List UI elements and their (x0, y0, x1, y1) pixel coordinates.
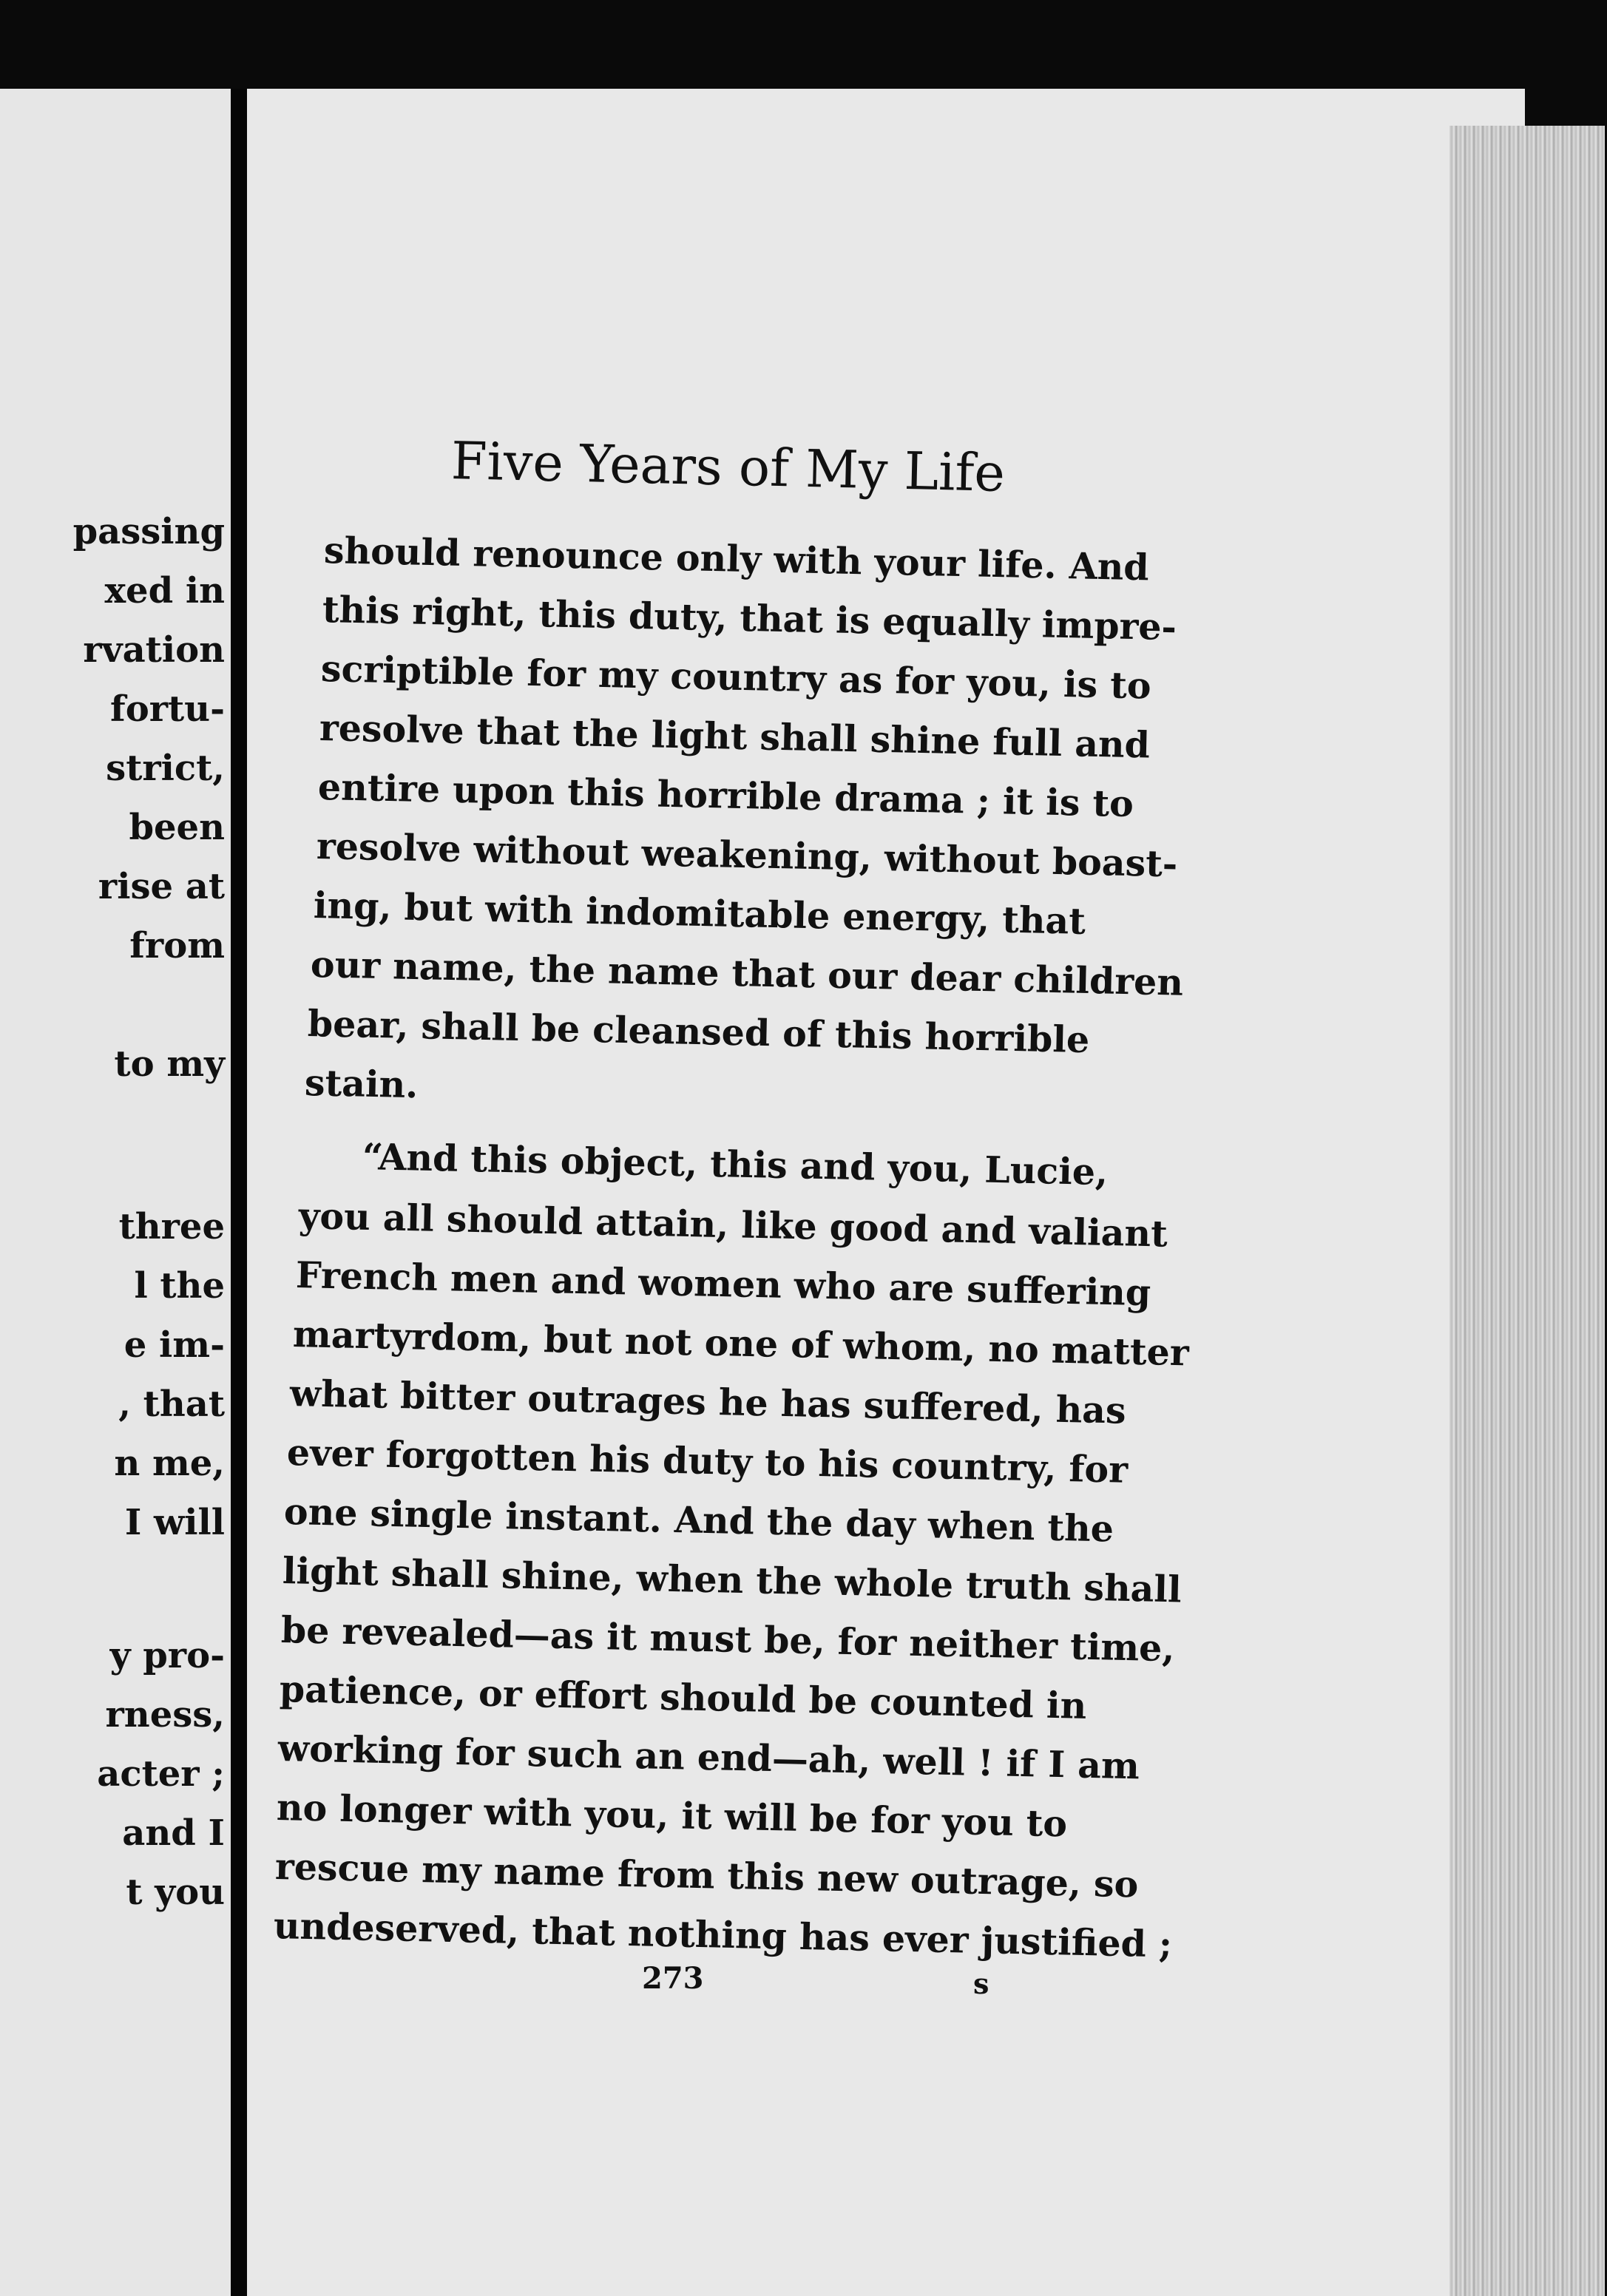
previous-page-line: y pro- (109, 1635, 225, 1676)
current-page (247, 89, 1525, 2296)
page-number: 273 (642, 1961, 704, 1996)
previous-page-line: to my (114, 1043, 225, 1085)
body-line: be revealed—as it must be, for neither time, (280, 1608, 1175, 1670)
body-line: our name, the name that our dear children (310, 943, 1184, 1004)
book-gutter (231, 89, 247, 2296)
body-line: rescue my name from this new outrage, so (274, 1845, 1139, 1906)
body-line: stain. (304, 1061, 419, 1107)
signature-mark: s (973, 1967, 989, 2000)
body-line: entire upon this horrible drama ; it is to (317, 765, 1134, 826)
body-line: scriptible for my country as for you, is to (320, 647, 1152, 708)
previous-page-line: passing (72, 511, 225, 552)
previous-page-line: e im- (124, 1324, 225, 1366)
previous-page-line: fortu- (110, 688, 225, 730)
previous-page-line: n me, (114, 1443, 225, 1484)
previous-page-line: strict, (106, 748, 225, 789)
body-line: working for such an end—ah, well ! if I am (277, 1727, 1140, 1788)
body-line: French men and women who are suffering (295, 1253, 1151, 1315)
body-line: light shall shine, when the whole truth shall (282, 1549, 1183, 1611)
body-line: undeserved, that nothing has ever justified ; (273, 1904, 1173, 1966)
previous-page-line: from (129, 925, 225, 966)
previous-page-line: been (129, 807, 225, 848)
body-line: ever forgotten his duty to his country, for (286, 1431, 1129, 1491)
body-line: resolve that the light shall shine full and (319, 706, 1151, 767)
previous-page-line: acter ; (97, 1753, 225, 1795)
previous-page-line: t you (126, 1872, 225, 1913)
previous-page-line: three (118, 1206, 225, 1247)
running-head: Five Years of My Life (450, 430, 1006, 504)
body-line: patience, or effort should be counted in (279, 1667, 1087, 1727)
body-line: should renounce only with your life. And (323, 529, 1150, 589)
previous-page-line: rvation (83, 629, 225, 671)
page-edges (1449, 126, 1605, 2296)
body-line: “And this object, this and you, Lucie, (362, 1135, 1109, 1194)
body-line: you all should attain, like good and valiant (298, 1194, 1168, 1256)
body-line: resolve without weakening, without boast- (316, 824, 1178, 886)
previous-page-line: I will (124, 1502, 225, 1543)
body-line: what bitter outrages he has suffered, has (289, 1372, 1127, 1432)
body-line: martyrdom, but not one of whom, no matter (292, 1313, 1190, 1375)
body-line: bear, shall be cleansed of this horrible (307, 1002, 1090, 1062)
body-line: this right, this duty, that is equally impre- (322, 588, 1177, 649)
previous-page-line: , that (118, 1384, 225, 1425)
previous-page-line: and I (122, 1812, 225, 1854)
previous-page-line: xed in (104, 570, 225, 612)
previous-page (0, 89, 231, 2296)
previous-page-line: rise at (98, 866, 225, 907)
previous-page-line: l the (134, 1265, 225, 1307)
previous-page-line: rness, (105, 1694, 225, 1735)
body-line: one single instant. And the day when the (283, 1490, 1114, 1551)
body-line: no longer with you, it will be for you to (276, 1786, 1068, 1846)
body-line: ing, but with indomitable energy, that (313, 884, 1086, 943)
